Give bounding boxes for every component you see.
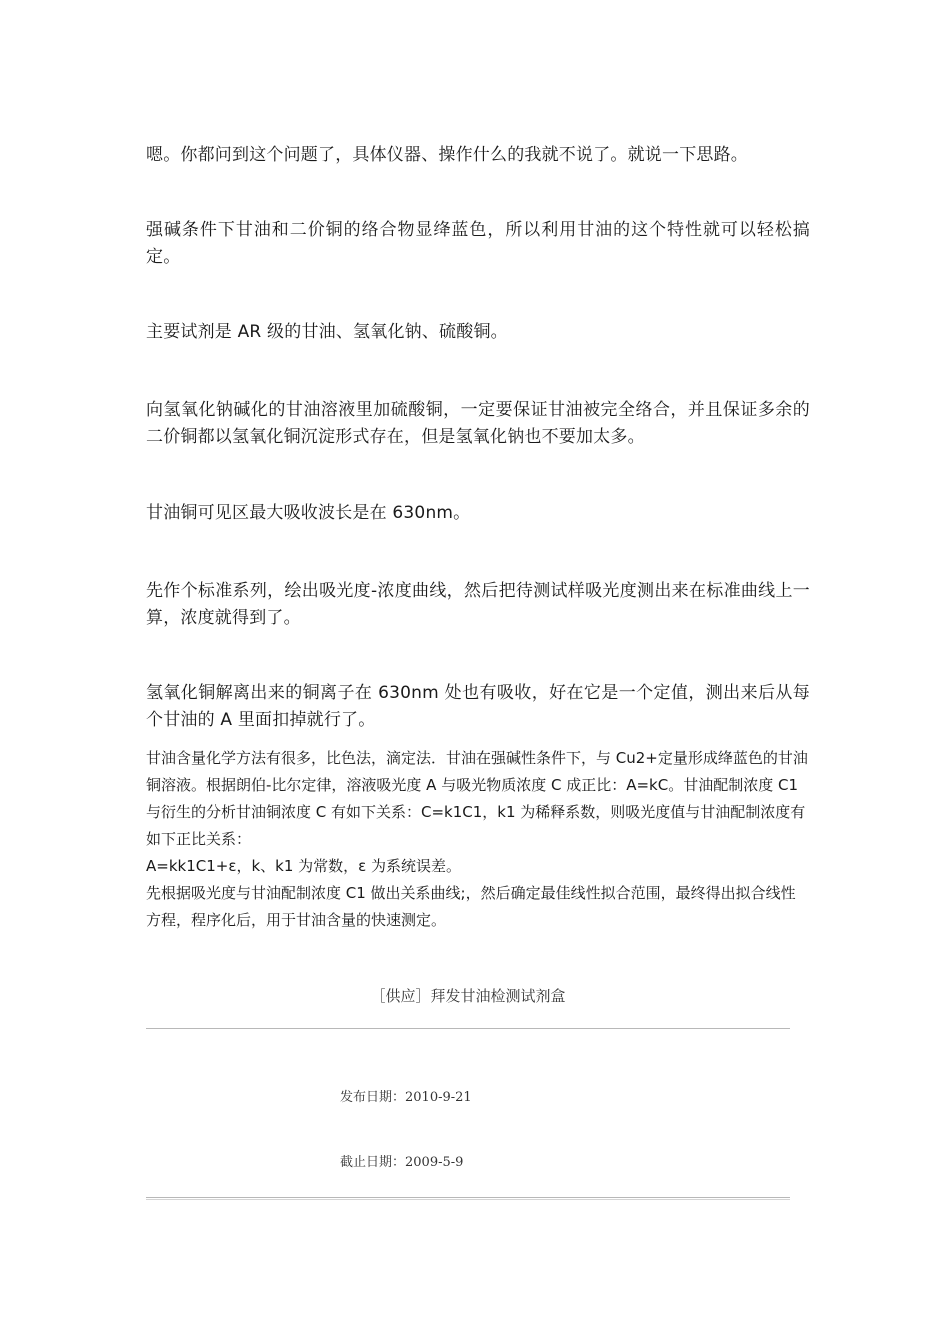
paragraph-procedure: 向氢氧化钠碱化的甘油溶液里加硫酸铜，一定要保证甘油被完全络合，并且保证多余的二价铜都以氢氧化铜沉淀形式存在，但是氢氧化钠也不要加太多。 — [146, 400, 810, 447]
paragraph-standard-curve: 先作个标准系列，绘出吸光度-浓度曲线，然后把待测试样吸光度测出来在标准曲线上一算，浓度就得到了。 — [146, 581, 810, 628]
method-note-line: A=kk1C1+ε，k、k1 为常数，ε 为系统误差。 — [146, 857, 462, 875]
divider-bottom — [146, 1197, 790, 1200]
paragraph-intro: 嗯。你都问到这个问题了，具体仪器、操作什么的我就不说了。就说一下思路。 — [146, 145, 748, 165]
paragraph-wavelength: 甘油铜可见区最大吸收波长是在 630nm。 — [146, 503, 471, 523]
method-note-line: 甘油含量化学方法有很多，比色法，滴定法．甘油在强碱性条件下，与 Cu2+定量形成绛蓝色的甘油铜溶液。根据朗伯-比尔定律，溶液吸光度 A 与吸光物质浓度 C 成正比：A=kC。甘油配制浓度 C1 与衍生的分析甘油铜浓度 C 有如下关系：C=k1C1，k1 为稀释系数，则吸光度值与甘油配制浓度有如下正比关系： — [146, 749, 808, 848]
divider — [146, 1028, 790, 1029]
method-note-line: 先根据吸光度与甘油配制浓度 C1 做出关系曲线;，然后确定最佳线性拟合范围，最终得出拟合线性方程，程序化后，用于甘油含量的快速测定。 — [146, 884, 796, 929]
expiry-date: 截止日期：2009-5-9 — [340, 1155, 464, 1170]
publish-date: 发布日期：2010-9-21 — [340, 1090, 472, 1105]
method-note — [146, 745, 810, 934]
paragraph-principle: 强碱条件下甘油和二价铜的络合物显绛蓝色，所以利用甘油的这个特性就可以轻松搞定。 — [146, 220, 810, 267]
supply-title: ［供应］拜发甘油检测试剂盒 — [370, 987, 566, 1005]
paragraph-reagents: 主要试剂是 AR 级的甘油、氢氧化钠、硫酸铜。 — [146, 322, 508, 342]
paragraph-correction: 氢氧化铜解离出来的铜离子在 630nm 处也有吸收，好在它是一个定值，测出来后从每个甘油的 A 里面扣掉就行了。 — [146, 683, 810, 730]
